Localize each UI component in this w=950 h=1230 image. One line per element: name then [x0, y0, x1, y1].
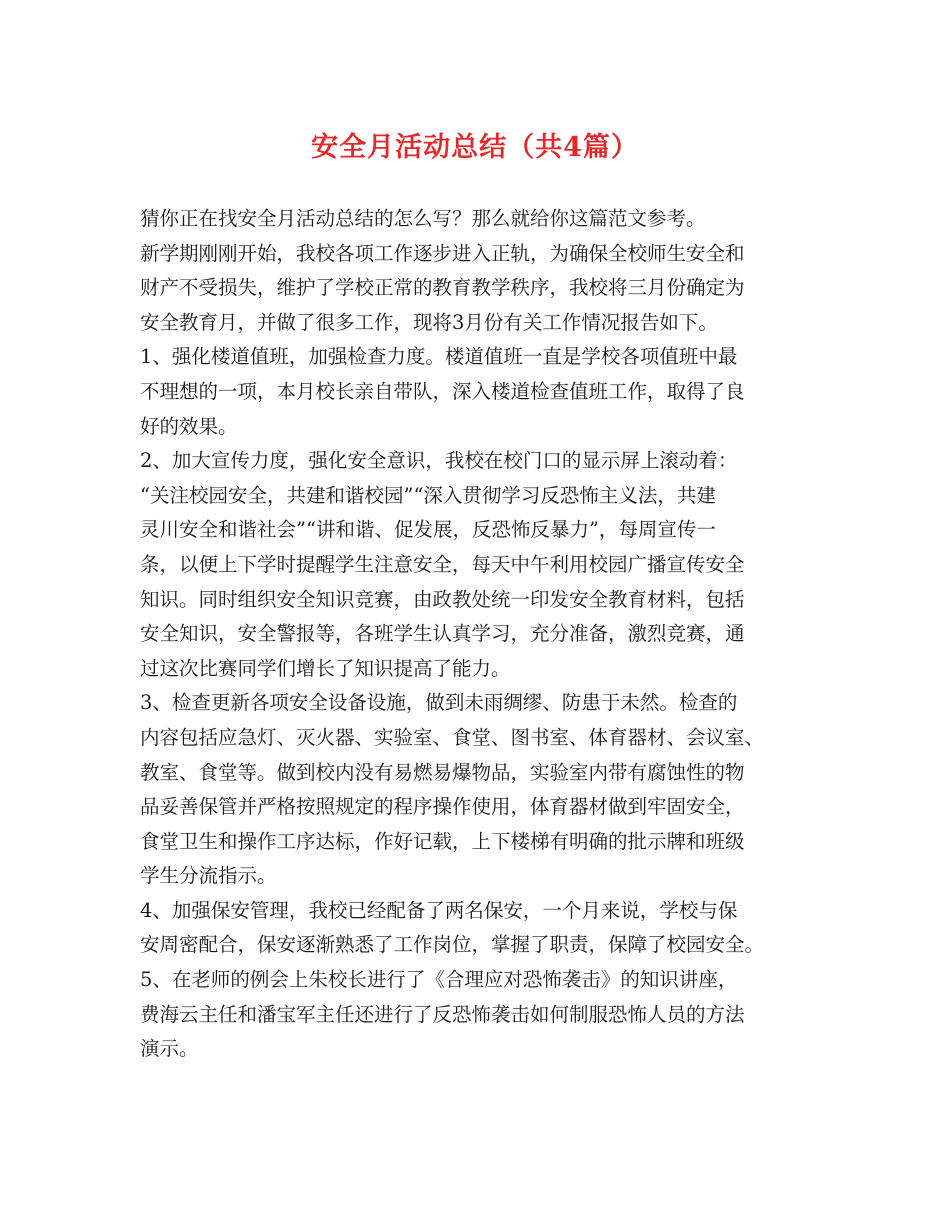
text-line: 安周密配合，保安逐渐熟悉了工作岗位，掌握了职责，保障了校园安全。: [140, 933, 765, 957]
text-line: 猜你正在找安全月活动总结的怎么写？那么就给你这篇范文参考。: [140, 207, 706, 230]
text-line: 新学期刚刚开始，我校各项工作逐步进入正轨，为确保全校师生安全和: [140, 241, 745, 265]
document-title: 安全月活动总结（共4篇）: [311, 132, 639, 163]
text-line: 1、强化楼道值班，加强检查力度。楼道值班一直是学校各项值班中最: [140, 345, 738, 369]
text-line: 好的效果。: [140, 414, 238, 438]
text-line: 内容包括应急灯、灭火器、实验室、食堂、图书室、体育器材、会议室、: [140, 725, 765, 749]
text-line: 演示。: [140, 1037, 199, 1061]
text-line: 知识。同时组织安全知识竞赛，由政教处统一印发安全教育材料，包括: [140, 587, 745, 611]
text-line: 费海云主任和潘宝军主任还进行了反恐怖袭击如何制服恐怖人员的方法: [140, 1002, 745, 1026]
document-body: [140, 202, 822, 1067]
text-line: 安全教育月，并做了很多工作，现将3月份有关工作情况报告如下。: [140, 310, 718, 334]
text-line: 过这次比赛同学们增长了知识提高了能力。: [140, 656, 511, 680]
text-line: “关注校园安全，共建和谐校园”“深入贯彻学习反恐怖主义法，共建: [140, 483, 716, 507]
text-line: 食堂卫生和操作工序达标，作好记载，上下楼梯有明确的批示牌和班级: [140, 829, 745, 853]
text-line: 学生分流指示。: [140, 864, 277, 888]
text-line: 2、加大宣传力度，强化安全意识，我校在校门口的显示屏上滚动着：: [140, 449, 738, 473]
text-line: 灵川安全和谐社会”“讲和谐、促发展，反恐怖反暴力”，每周宣传一: [140, 518, 716, 542]
text-line: 教室、食堂等。做到校内没有易燃易爆物品，实验室内带有腐蚀性的物: [140, 760, 745, 784]
text-line: 安全知识，安全警报等，各班学生认真学习，充分准备，激烈竞赛，通: [140, 622, 745, 646]
text-line: 5、在老师的例会上朱校长进行了《合理应对恐怖袭击》的知识讲座，: [140, 968, 738, 992]
text-line: 不理想的一项，本月校长亲自带队，深入楼道检查值班工作，取得了良: [140, 379, 745, 403]
text-line: 财产不受损失，维护了学校正常的教育教学秩序，我校将三月份确定为: [140, 276, 745, 300]
text-line: 条，以便上下学时提醒学生注意安全，每天中午利用校园广播宣传安全: [140, 552, 745, 576]
text-line: 品妥善保管并严格按照规定的程序操作使用，体育器材做到牢固安全，: [140, 795, 745, 819]
text-line: 4、加强保安管理，我校已经配备了两名保安，一个月来说，学校与保: [140, 898, 738, 922]
text-line: 3、检查更新各项安全设备设施，做到未雨绸缪、防患于未然。检查的: [140, 691, 738, 715]
